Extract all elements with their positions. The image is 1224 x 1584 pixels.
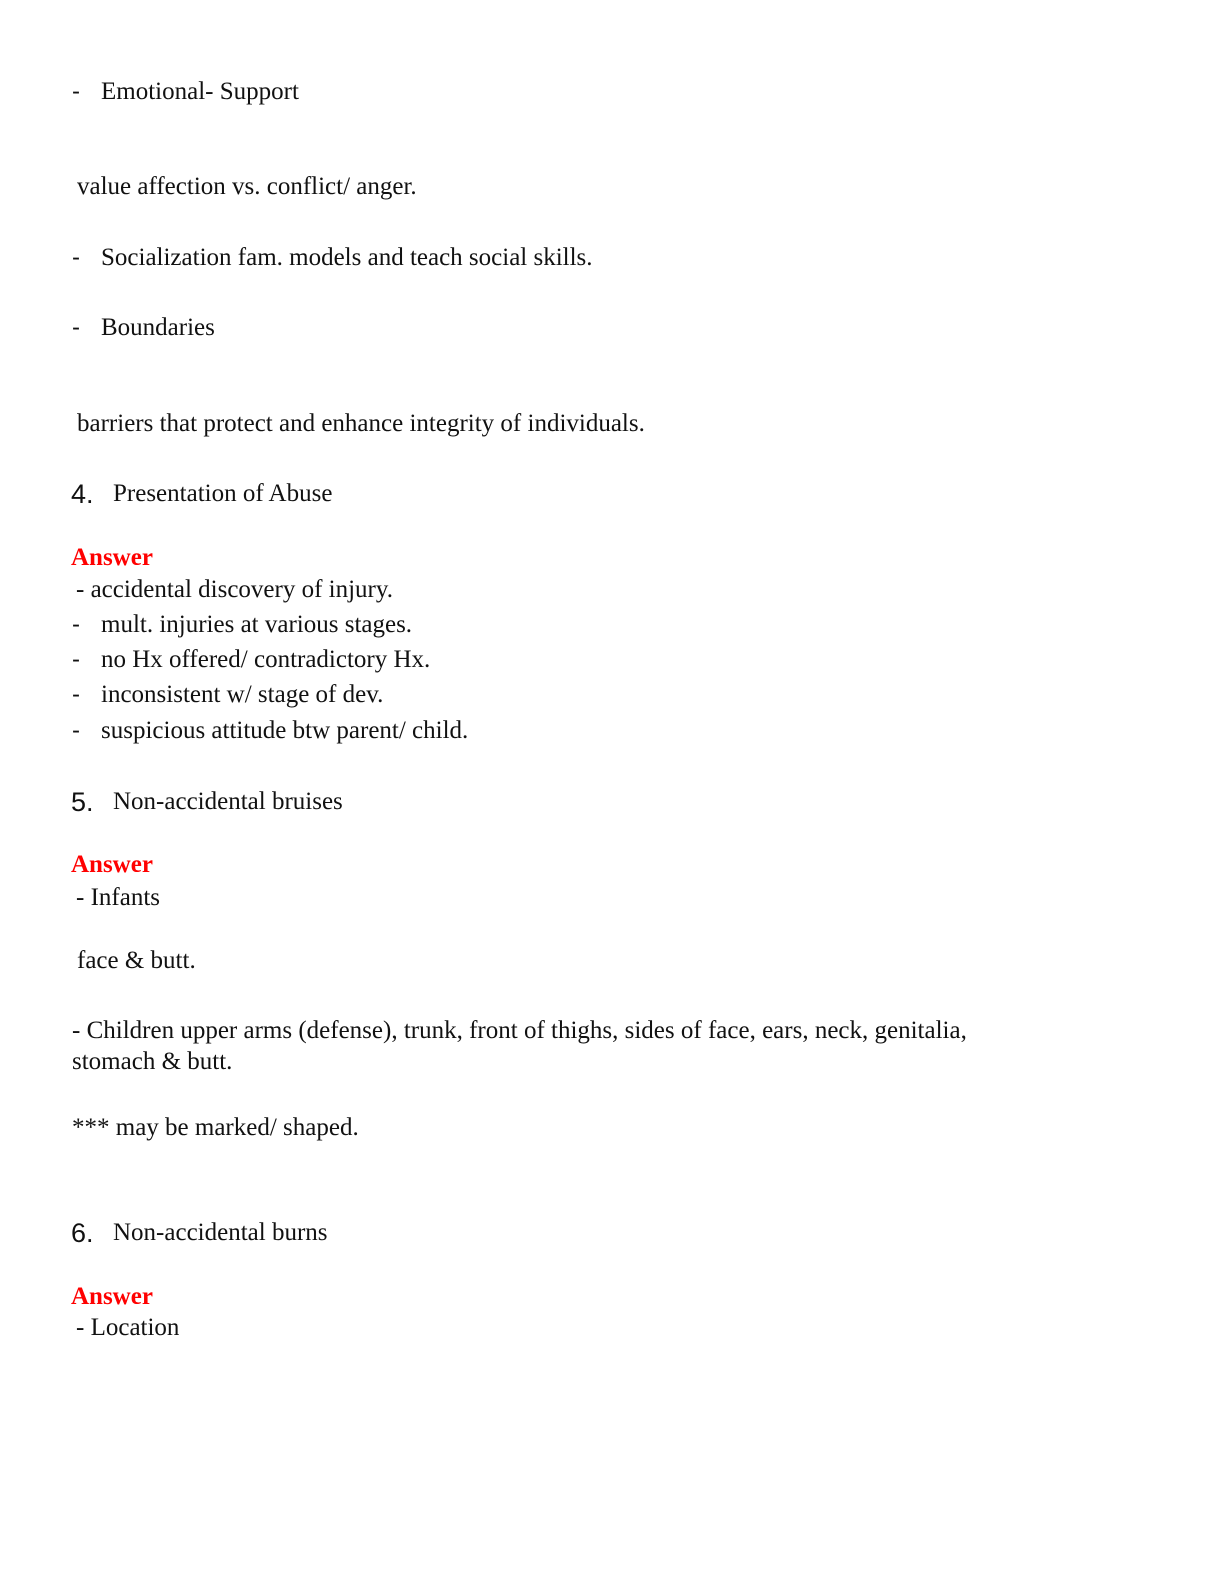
answer-item: - Infants	[76, 884, 160, 911]
answer-item-continued: stomach & butt.	[72, 1048, 233, 1075]
bullet-dash: -	[72, 681, 80, 708]
answer-item: inconsistent w/ stage of dev.	[101, 681, 384, 708]
answer-label: Answer	[71, 851, 153, 878]
boundaries-item: Boundaries	[101, 314, 215, 341]
bullet-dash: -	[72, 646, 80, 673]
question-number: 5.	[71, 787, 94, 817]
answer-note: *** may be marked/ shaped.	[72, 1114, 359, 1141]
bullet-dash: -	[72, 244, 80, 271]
answer-item: suspicious attitude btw parent/ child.	[101, 717, 469, 744]
question-title: Non-accidental burns	[113, 1219, 328, 1246]
bullet-dash: -	[72, 78, 80, 105]
answer-item: mult. injuries at various stages.	[101, 611, 413, 638]
socialization-item: Socialization fam. models and teach social skills.	[101, 244, 593, 271]
emotional-support-item: Emotional- Support	[101, 78, 299, 105]
boundaries-detail: barriers that protect and enhance integrity of individuals.	[77, 410, 645, 437]
bullet-dash: -	[72, 611, 80, 638]
answer-label: Answer	[71, 544, 153, 571]
question-number: 6.	[71, 1218, 94, 1248]
answer-label: Answer	[71, 1283, 153, 1310]
answer-item: - accidental discovery of injury.	[76, 576, 394, 603]
bullet-dash: -	[72, 314, 80, 341]
question-title: Presentation of Abuse	[113, 480, 333, 507]
question-title: Non-accidental bruises	[113, 788, 343, 815]
answer-item: - Location	[76, 1314, 180, 1341]
bullet-dash: -	[72, 717, 80, 744]
answer-item: - Children upper arms (defense), trunk, front of thighs, sides of face, ears, neck, genitalia,	[72, 1017, 967, 1044]
question-number: 4.	[71, 479, 94, 509]
emotional-support-detail: value affection vs. conflict/ anger.	[77, 173, 417, 200]
answer-item: no Hx offered/ contradictory Hx.	[101, 646, 431, 673]
answer-detail: face & butt.	[77, 947, 196, 974]
